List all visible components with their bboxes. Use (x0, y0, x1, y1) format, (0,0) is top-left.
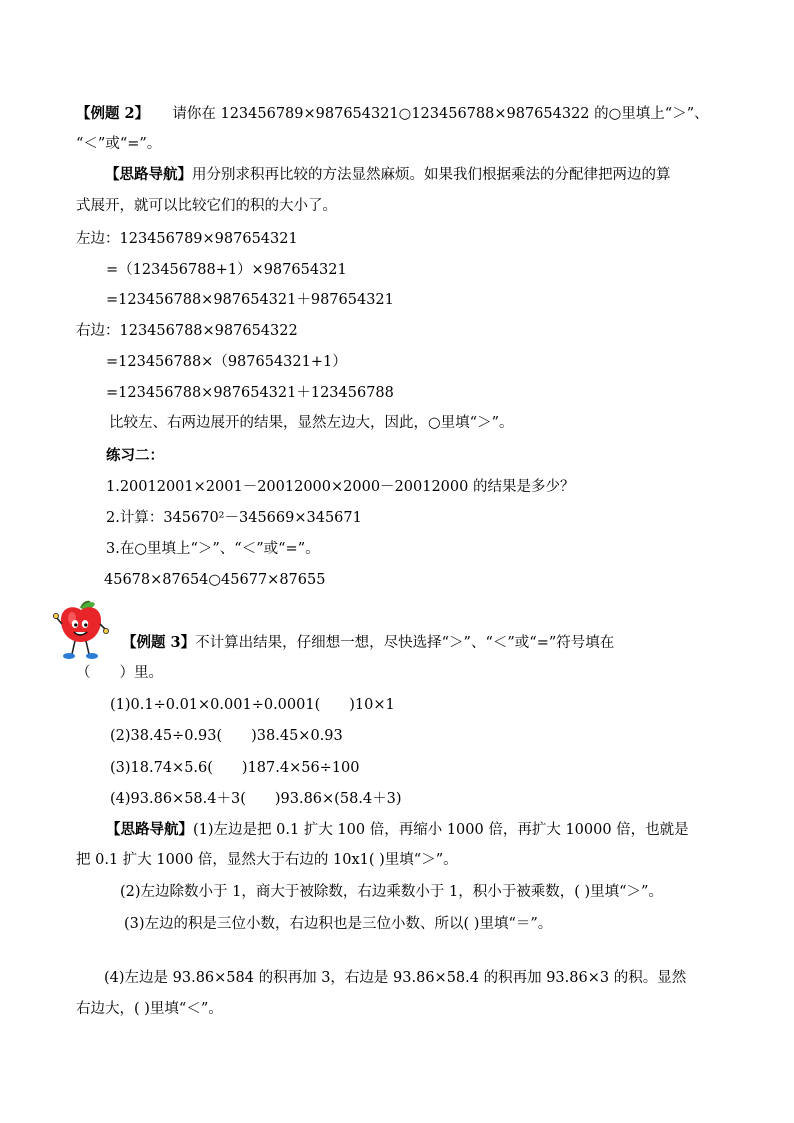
right-side-line-2: =123456788×（987654321+1） (106, 354, 347, 370)
practice-question-2: 2.计算：345670²－345669×345671 (106, 510, 362, 526)
example-2-line-2: “＜”或“=”。 (76, 136, 162, 152)
practice-title: 练习二： (106, 447, 164, 464)
right-side-line-1: 右边：123456788×987654322 (76, 323, 298, 339)
guide-2-p4-line-1: (4)左边是 93.86×584 的积再加 3，右边是 93.86×58.4 的积再加 93.86×3 的积。显然 (104, 970, 687, 986)
left-side-line-1: 左边：123456789×987654321 (76, 231, 298, 247)
right-side-line-3: =123456788×987654321＋123456788 (106, 385, 394, 401)
example-3-question: 不计算出结果，仔细想一想，尽快选择“＞”、“＜”或“=”符号填在 (195, 635, 615, 651)
example-3-item-1: (1)0.1÷0.01×0.001÷0.0001( )10×1 (110, 697, 395, 713)
practice-question-3: 3.在○里填上“＞”、“＜”或“=”。 (106, 541, 320, 557)
guide-2-p3: (3)左边的积是三位小数，右边积也是三位小数、所以( )里填“＝”。 (124, 916, 553, 932)
practice-question-1: 1.20012001×2001－20012000×2000－20012000 的结果是多少？ (106, 479, 575, 495)
guide-2-p4-line-2: 右边大，( )里填“＜”。 (76, 1001, 223, 1017)
example-3-item-2: (2)38.45÷0.93( )38.45×0.93 (110, 728, 343, 744)
example-2-line-1 (76, 104, 709, 124)
guide-2-line-1 (106, 820, 689, 840)
guide-2-p1-text: (1)左边是把 0.1 扩大 100 倍，再缩小 1000 倍，再扩大 10000 倍，也就是 (193, 822, 689, 838)
left-side-line-3: =123456788×987654321＋987654321 (106, 292, 394, 308)
guide-2-p1-line-2: 把 0.1 扩大 1000 倍，显然大于右边的 10x1( )里填“＞”。 (76, 852, 458, 868)
example-2-question: 请你在 123456789×987654321○123456788×987654322 的○里填上“＞”、 (172, 106, 709, 122)
guide-1-tag: 【思路导航】 (105, 166, 192, 183)
apple-mascot-icon (52, 600, 110, 662)
guide-1-text: 用分别求积再比较的方法显然麻烦。如果我们根据乘法的分配律把两边的算 (192, 167, 671, 183)
example-3-line-2: （ ）里。 (76, 665, 163, 681)
example-3-item-4: (4)93.86×58.4＋3( )93.86×(58.4＋3) (110, 791, 402, 807)
compare-conclusion: 比较左、右两边展开的结果，显然左边大，因此，○里填“＞”。 (109, 415, 514, 431)
guide-1-line-2: 式展开，就可以比较它们的积的大小了。 (76, 198, 337, 214)
guide-1-line-1 (105, 165, 671, 185)
guide-2-tag: 【思路导航】 (106, 821, 193, 838)
left-side-line-2: =（123456788+1）×987654321 (106, 262, 347, 278)
guide-2-p2: (2)左边除数小于 1，商大于被除数，右边乘数小于 1，积小于被乘数，( )里填“＞”。 (120, 884, 663, 900)
example-2-tag: 【例题 2】 (76, 105, 150, 122)
practice-question-3-expression: 45678×87654○45677×87655 (104, 572, 326, 588)
example-3-line-1 (122, 633, 614, 653)
example-3-tag: 【例题 3】 (122, 634, 196, 651)
example-3-item-3: (3)18.74×5.6( )187.4×56÷100 (110, 760, 360, 776)
